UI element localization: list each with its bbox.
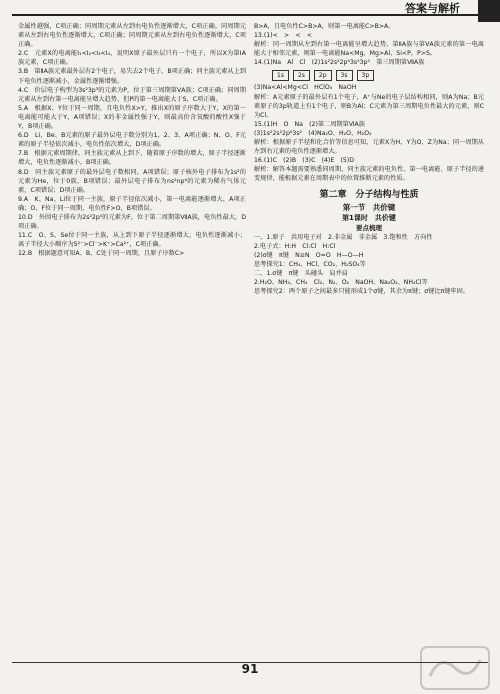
answer-item: 4.C 价层电子构型为3s²3p³的元素为P，位于第三周期第ⅤA族；C项正确；同周期元素从左到右第一电离能呈增大趋势，但P的第一电离能大于S，C项正确。 — [18, 86, 246, 103]
left-column — [18, 22, 246, 642]
answer-item: 一、1.原子 共用电子对 2.非金属 非金属 3.饱和性 方向性 — [254, 233, 433, 241]
answer-item: B>A，且电负性C>B>A，则第一电离能C>B>A。 — [254, 23, 395, 30]
answer-item: 9.A K、Na、Li位于同一主族，原子半径依次减小，第一电离能逐渐增大，A项正确；O、F位于同一周期，电负性F>O，B项错误。 — [18, 195, 246, 212]
orbital-diagram — [272, 69, 484, 81]
section-title: 第一节 共价键 — [342, 202, 396, 212]
answer-item: 16.(1)C (2)B (3)C (4)E (5)D — [254, 157, 354, 165]
answer-item: 2.C 元素X的电离能I₁<I₂<I₃<I₄，说明X原子最外层只有一个电子，所以X为第ⅠA族元素，C项正确。 — [18, 50, 246, 67]
answer-item: 14.(1)Na Al Cl (2)1s²2s²2p⁶3s²3p⁵ 第三周期第ⅦA族 — [254, 59, 425, 67]
answer-item: 金属性越强，C项正确；同周期元素从左到右电负性逐渐增大，C项正确。同周期元素从左到右电负性逐渐增大，C项正确；同周期元素从左到右电负性逐渐增大，C项正确。 — [18, 23, 246, 49]
answer-item: 7.B 根据元素周期律，同主族元素从上到下，随着原子序数的增大，原子半径逐渐增大，电负性逐渐减小，B项正确。 — [18, 150, 246, 167]
answer-item: 解析：解答本题需要熟悉同周期、同主族元素的电负性、第一电离能、原子半径的递变规律，能根据元素在周期表中的位置推断元素的性质。 — [254, 166, 484, 183]
answer-item: 15.(1)H O Na (2)第二周期第ⅥA族 — [254, 120, 365, 128]
answer-item: 2.电子式：H:H Cl:Cl H:Cl — [254, 242, 336, 250]
right-column — [254, 22, 484, 642]
answer-item: (3)1s²2s²2p⁶3s² (4)Na₂O、H₂O、H₂O₂ — [254, 129, 372, 137]
page-number: 91 — [241, 662, 259, 676]
answer-item: 8.D 同主族元素原子的最外层电子数相同，A项错误；原子核外电子排布为1s²的元素为He，位于0族，B项错误；最外层电子排布为ns²np⁶的元素为稀有气体元素，C项错误；D项正确。 — [18, 168, 246, 194]
subheading: 要点梳理 — [356, 223, 382, 232]
answer-item: 11.C O、S、Se位于同一主族，从上到下原子半径逐渐增大，电负性逐渐减小；离子半径大小顺序为S²⁻>Cl⁻>K⁺>Ca²⁺，C项正确。 — [18, 232, 246, 249]
page-tab — [478, 0, 500, 22]
answer-item: 解析：A元素原子的最外层有1个电子，A⁺与Ne的电子层结构相同，则A为Na；B元素原子的3p轨道上有1个电子，则B为Al；C元素为第三周期电负性最大的元素，则C为Cl。 — [254, 93, 484, 119]
answer-item: 二、1.σ键 π键 头碰头 肩并肩 — [254, 269, 348, 277]
answer-item: (3)Na<Al<Mg<Cl HClO₄ NaOH — [254, 84, 357, 92]
answer-item: 5.A 根据X、Y位于同一周期，且电负性X>Y，推出X的原子序数大于Y，X的第一电离能可能大于Y，A项错误；X的非金属性强于Y，则最高价含氧酸的酸性X强于Y，B项正确。 — [18, 104, 246, 131]
answer-item: 思考探究1：CH₄、HCl、CO₂、H₂SO₄等 — [254, 260, 366, 268]
orbital-2p: 2p — [314, 70, 332, 81]
header-title: 答案与解析 — [405, 2, 460, 15]
answer-item: 解析：同一周期从左到右第一电离能呈增大趋势，第ⅡA族与第ⅤA族元素的第一电离能大于相邻元素，则第一电离能Na<Mg，Mg>Al，Si<P，P>S。 — [254, 41, 484, 58]
answer-item: 2.H₂O、NH₃、CH₄ Cl₂、N₂、O₂ NaOH、Na₂O₂、NH₄Cl等 — [254, 278, 428, 286]
chapter-title: 第二章 分子结构与性质 — [319, 189, 419, 200]
orbital-3p: 3p — [357, 70, 375, 81]
answer-item: 3.B 第ⅡA族元素最外层有2个电子，易失去2个电子，B项正确；同主族元素从上到下电负性逐渐减小，金属性逐渐增强。 — [18, 68, 246, 85]
orbital-3s: 3s — [336, 70, 353, 81]
answer-item: 思考探究2：两个原子之间最多只能形成1个σ键，其余为π键；σ键比π键牢固。 — [254, 288, 469, 296]
answer-item: (2)σ键 π键 N≡N O=O H—O—H — [254, 251, 364, 259]
answer-item: 10.D 外围电子排布为2s²2p⁵的元素为F，位于第二周期第ⅦA族，电负性最大，D项正确。 — [18, 213, 246, 231]
answer-item: 12.B 根据题意可知A、B、C处于同一周期，且原子序数C> — [18, 250, 185, 258]
orbital-2s: 2s — [293, 70, 310, 81]
orbital-1s: 1s — [272, 70, 289, 81]
answer-item: 解析：根据原子半径和化合价等信息可知，元素X为H，Y为O，Z为Na；同一周期从左到右元素的电负性逐渐增大。 — [254, 139, 484, 156]
watermark-logo — [420, 646, 490, 690]
answer-item: 13.(1)< > < < — [254, 32, 312, 40]
lesson-title: 第1课时 共价键 — [342, 213, 396, 222]
answer-item: 6.D Li、Be、B元素的原子最外层电子数分别为1、2、3，A项正确；N、O、F元素的原子半径依次减小，电负性依次增大，D项正确。 — [18, 132, 246, 149]
